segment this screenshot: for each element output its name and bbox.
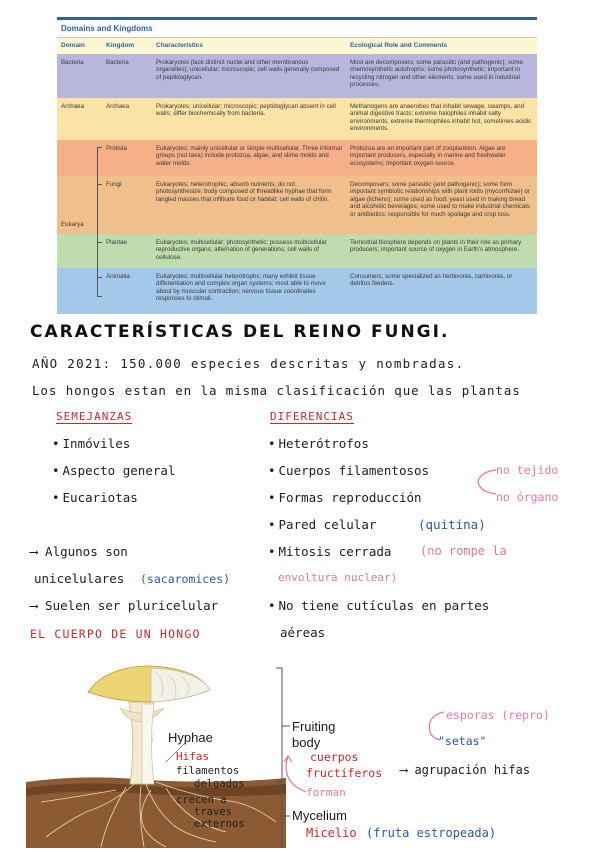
difference-item: • Cuerpos filamentosos <box>268 463 429 478</box>
row-characteristics: Eukaryotes; multicellular heterotrophs; many exhibit tissue differentiation and complex organ systems; most able to move about by muscular contraction; nervous tissue coordinates responses to stimuli. <box>156 273 326 303</box>
yeast-note: (sacaromices) <box>140 572 231 586</box>
micelio-fruit-note: (fruta estropeada) <box>366 826 497 840</box>
unicellular-line-2: unicelulares <box>34 571 125 586</box>
agrupacion-note: ⟶ agrupación hifas <box>400 763 531 777</box>
hifas-filaments-1: filamentos <box>176 765 240 777</box>
difference-item-cont: aéreas <box>280 625 326 640</box>
table-row-archaea <box>57 98 537 141</box>
notes-line-classification: Los hongos estan en la misma clasificación que las plantas <box>32 383 521 398</box>
row-role: Methanogens are anaerobes that inhabit sewage, swamps, and animal digestive tracts; extreme halophiles inhabit salty environments; extreme thermophiles inhabit hot, sometimes acidic environments. <box>350 103 532 133</box>
esporas-note: esporas (repro) <box>446 708 550 722</box>
difference-item: • Pared celular <box>268 517 376 532</box>
no-tejido-note: no tejido <box>496 463 559 477</box>
forman-note: forman <box>306 786 346 799</box>
mycelium-label: Mycelium <box>292 808 347 823</box>
header-role: Ecological Role and Comments <box>350 42 448 49</box>
table-title: Domains and Kingdoms <box>61 24 153 33</box>
micelio-note: Micelio <box>306 826 357 840</box>
row-kingdom: Protista <box>106 145 127 152</box>
table-header <box>57 37 537 55</box>
row-characteristics: Eukaryotes; heterotrophic; absorb nutrients; do not photosynthesize; body composed of threadlike hyphae that form tangled masses that infiltrate food or habitat; cell walls of chitin. <box>156 181 332 203</box>
setas-note: "setas" <box>438 734 487 748</box>
row-kingdom: Animalia <box>106 273 130 280</box>
row-kingdom: Bacteria <box>106 59 129 66</box>
cuerpos-note-2: fructíferos <box>306 766 383 780</box>
row-characteristics: Prokaryotes (lack distinct nuclei and other membranous organelles); unicellular; microscopic; cell walls generally composed of peptidoglycan. <box>156 59 340 81</box>
row-role: Terrestrial biosphere depends on plants in their role as primary producers; important source of oxygen in Earth's atmosphere. <box>350 239 522 254</box>
similarity-item: • Aspecto general <box>52 463 175 478</box>
body-heading: EL CUERPO DE UN HONGO <box>30 627 201 641</box>
crecen-note-2: traves <box>194 806 232 818</box>
mitosis-note-1: (no rompe la <box>420 544 507 558</box>
chitin-note: (quitina) <box>418 517 486 532</box>
crecen-note-3: externos <box>194 818 245 830</box>
cuerpos-note-1: cuerpos <box>310 750 359 764</box>
eukarya-bracket <box>97 147 103 297</box>
hifas-note: Hifas <box>176 750 210 763</box>
row-kingdom: Fungi <box>106 181 122 188</box>
difference-item: • Heterótrofos <box>268 436 369 451</box>
forman-arrow-icon <box>270 752 310 812</box>
similarities-heading: SEMEJANZAS <box>56 410 133 423</box>
row-kingdom: Archaea <box>106 103 130 110</box>
header-domain: Domain <box>61 42 85 49</box>
table-row-protista <box>57 140 537 177</box>
mitosis-note-2: envoltura nuclear) <box>278 571 398 584</box>
table-row-fungi <box>57 176 537 235</box>
difference-item: • Formas reproducción <box>268 490 422 505</box>
row-role: Most are decomposers; some parasitic (and pathogenic); some chemosynthetic autotrophs; some photosynthetic; important in recycling nitrogen and other elements; some used in industrial processes. <box>350 59 523 89</box>
row-role: Protozoa are an important part of zooplankton. Algae are important producers, especially in marine and freshwater ecosystems; important oxygen source. <box>350 145 506 167</box>
row-characteristics: Eukaryotes; mainly unicellular or simple multicellular. Three informal groups (not taxa) include protozoa, algae, and slime molds and water molds. <box>156 145 342 167</box>
similarity-item: • Inmóviles <box>52 436 130 451</box>
fruiting-label-1: Fruiting <box>292 719 336 734</box>
unicellular-line-1: ⟶ Algunos son <box>30 544 128 559</box>
table-top-rule <box>57 17 537 20</box>
row-characteristics: Prokaryotes; unicellular; microscopic; peptidoglycan absent in cell walls; differ biochemically from bacteria. <box>156 103 336 118</box>
crecen-note-1: crecen a <box>176 794 227 806</box>
header-characteristics: Characteristics <box>156 42 203 49</box>
table-row-plantae <box>57 234 537 269</box>
domains-kingdoms-table <box>57 17 537 314</box>
row-role: Consumers; some specialized as herbivores, carnivores, or detritus feeders. <box>350 273 513 288</box>
row-role: Decomposers; some parasitic (and pathogenic); some form important symbiotic relationships with plant roots (mycorrhizae) or algae (lichens); some used as food; yeast used in making bread and alcoholic beverages; some used to make industrial chemicals or antibiotics; responsible for much spoilage and crop loss. <box>350 181 530 218</box>
table-row-bacteria <box>57 54 537 99</box>
difference-item: • No tiene cutículas en partes <box>268 598 489 613</box>
notes-title: CARACTERÍSTICAS DEL REINO FUNGI. <box>30 322 450 342</box>
differences-heading: DIFERENCIAS <box>270 410 354 423</box>
brace-icon <box>472 462 498 502</box>
row-domain: Archaea <box>61 103 85 110</box>
no-organo-note: no órgano <box>496 490 559 504</box>
header-kingdom: Kingdom <box>106 42 135 49</box>
notes-line-species: AÑO 2021: 150.000 especies descritas y nombradas. <box>32 356 465 371</box>
row-characteristics: Eukaryotes; multicellular; photosynthetic; possess multicellular reproductive organs; alternation of generations; cell walls of cellulose. <box>156 239 327 261</box>
row-kingdom: Plantae <box>106 239 127 246</box>
hyphae-label: Hyphae <box>168 730 213 745</box>
pluricellular-line: ⟶ Suelen ser pluricelular <box>30 598 219 613</box>
fruiting-label-2: body <box>292 735 321 750</box>
row-domain: Bacteria <box>61 59 84 66</box>
similarity-item: • Eucariotas <box>52 490 138 505</box>
table-row-animalia <box>57 268 537 314</box>
difference-item: • Mitosis cerrada <box>268 544 391 559</box>
hifas-filaments-2: delgados <box>194 778 245 790</box>
eukarya-domain-label: Eukarya <box>61 221 84 228</box>
